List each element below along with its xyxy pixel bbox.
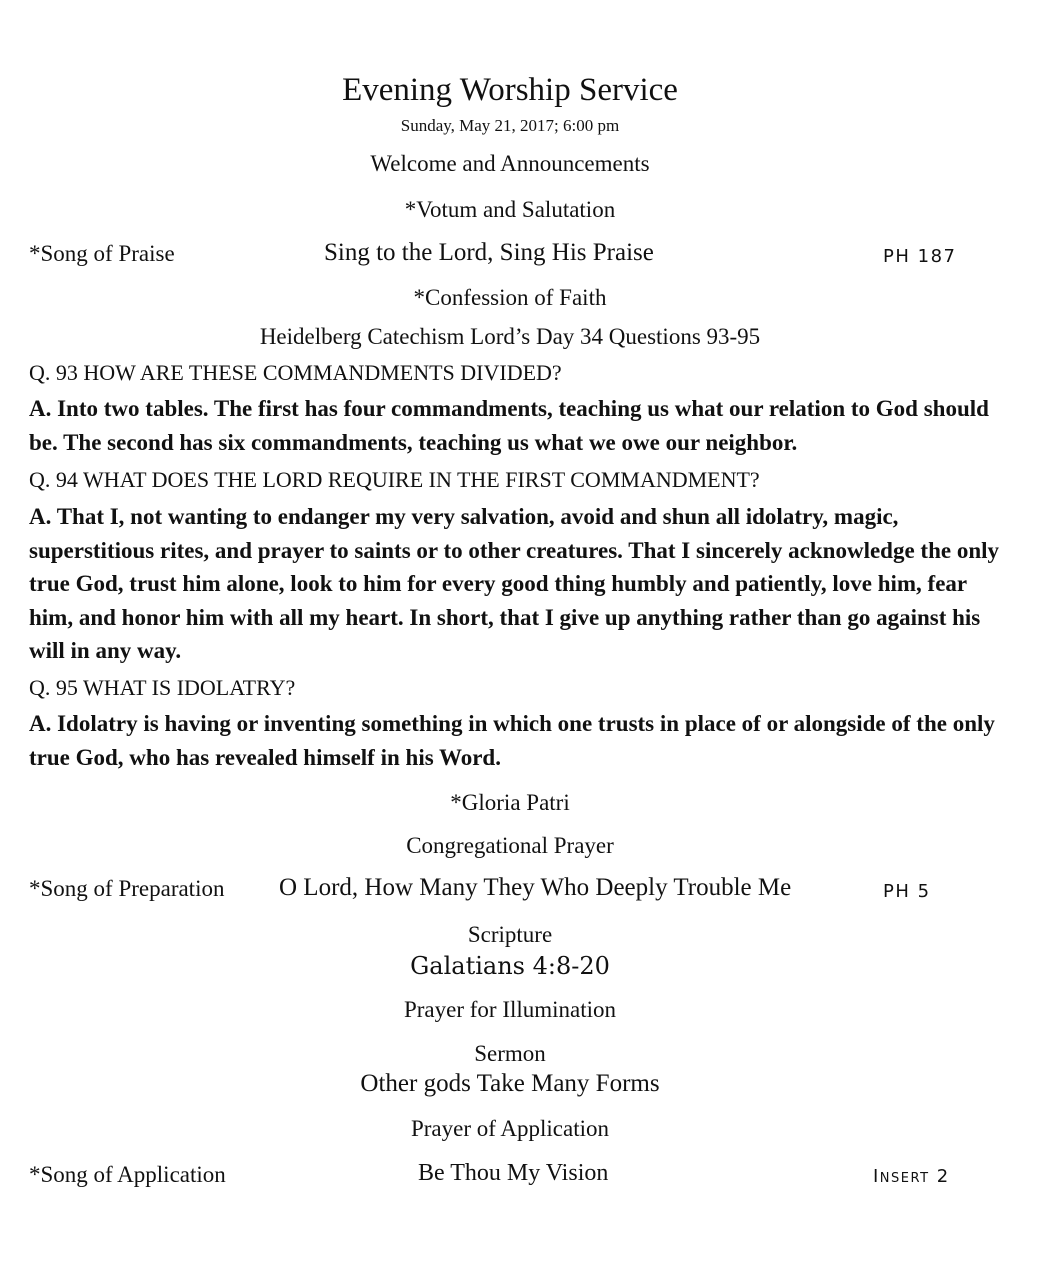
votum-heading: *Votum and Salutation [404, 197, 616, 222]
answer-93: A. Into two tables. The first has four commandments, teaching us what our relation to God should be. The second has six commandments, teaching us what we owe our neighbor. [29, 396, 989, 455]
confession-heading: *Confession of Faith [413, 285, 607, 310]
answer-94: A. That I, not wanting to endanger my very salvation, avoid and shun all idolatry, magic, superstitious rites, and prayer to saints or to other creatures. That I sincerely acknowledge the only true God, trust him alone, look to him for every good thing humbly and patiently, love him, fear him, and honor him with all my heart. In short, that I give up anything rather than go against his will in any way. [29, 504, 1000, 663]
song-of-application-label: *Song of Application [29, 1162, 226, 1187]
gloria-patri-heading: *Gloria Patri [450, 790, 570, 815]
service-date: Sunday, May 21, 2017; 6:00 pm [400, 116, 620, 135]
song-of-application-title: Be Thou My Vision [418, 1160, 609, 1186]
scripture-reference: Galatians 4:8-20 [410, 952, 610, 980]
sermon-heading: Sermon [474, 1041, 546, 1066]
song-of-praise-ref: PH 187 [883, 246, 957, 267]
song-of-praise-label: *Song of Praise [29, 241, 175, 266]
song-of-preparation-ref: PH 5 [883, 881, 931, 902]
question-93: Q. 93 HOW ARE THESE COMMANDMENTS DIVIDED? [29, 360, 562, 385]
answer-95: A. Idolatry is having or inventing something in which one trusts in place of or alongside of the only true God, who has revealed himself in his Word. [29, 711, 995, 770]
congregational-prayer-heading: Congregational Prayer [406, 833, 614, 858]
prayer-of-application-heading: Prayer of Application [410, 1116, 609, 1141]
welcome-heading: Welcome and Announcements [370, 151, 650, 176]
question-95: Q. 95 WHAT IS IDOLATRY? [29, 675, 296, 700]
sermon-title: Other gods Take Many Forms [360, 1070, 660, 1097]
song-of-praise-title: Sing to the Lord, Sing His Praise [324, 239, 654, 266]
song-of-preparation-label: *Song of Preparation [29, 876, 225, 901]
page-title: Evening Worship Service [342, 72, 678, 108]
prayer-for-illumination-heading: Prayer for Illumination [403, 997, 617, 1022]
song-of-preparation-title: O Lord, How Many They Who Deeply Trouble Me [279, 874, 792, 901]
question-94: Q. 94 WHAT DOES THE LORD REQUIRE IN THE FIRST COMMANDMENT? [29, 467, 760, 492]
catechism-heading: Heidelberg Catechism Lord’s Day 34 Questions 93-95 [259, 324, 761, 349]
song-of-application-ref: Insert 2 [873, 1166, 950, 1187]
scripture-heading: Scripture [467, 922, 553, 947]
